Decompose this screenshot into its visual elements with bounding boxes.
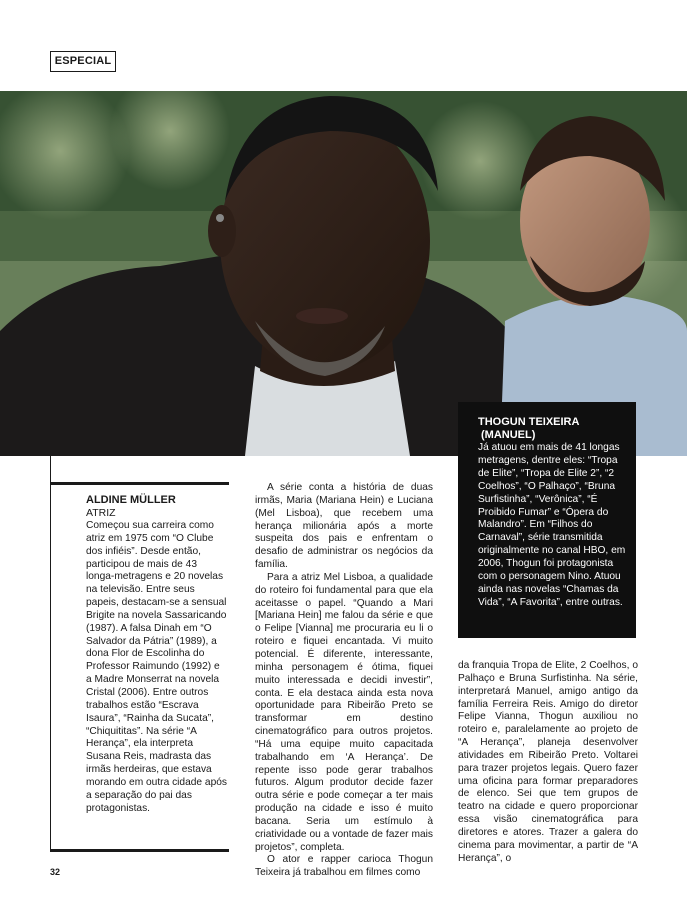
caption-name: THOGUN TEIXEIRA — [478, 416, 580, 428]
section-label: ESPECIAL — [50, 51, 116, 72]
paragraph: da franquia Tropa de Elite, 2 Coelhos, o Palhaço e Bruna Surfistinha. Na série, interpretará Manuel, amigo antigo da família Ferreira Reis. Amigo do diretor Felipe Vianna, Thogun auxiliou no roteiro e, paralelamente ao projeto de “A Herança”, planeja desenvolver atividades em Ribeirão Preto. Voltarei para trazer projetos legais. Quero fazer uma oficina para formar preparadores de elenco. Sei que tem grupos de teatro na cidade e quero proporcionar essa visão cinematográfica para diretores e atores. Trazer a galera do cinema para movimentar, a partir de “A Herança”, o — [458, 660, 638, 864]
actress-sidebar — [86, 494, 228, 815]
article-column-1 — [255, 482, 433, 880]
sidebar-role: ATRIZ — [86, 507, 116, 519]
caption-role: (MANUEL) — [481, 429, 536, 441]
caption-bio: Já atuou em mais de 41 longas metragens, dentre eles: “Tropa de Elite”, “Tropa de Elite 2”, “2 Coelhos”, “O Palhaço”, “Bruna Surfistinha”, “Verônica”, “É Proibido Fumar” e “Ópera do Malandro”. Em “Filhos do Carnaval”, série transmitida originalmente no canal HBO, em 2006, Thogun foi protagonista com o personagem Nino. Atuou ainda nas novelas “Chamas da Vida”, “A Favorita”, entre outras. — [478, 442, 626, 608]
sidebar-rule — [50, 456, 51, 849]
page-number: 32 — [50, 867, 61, 877]
paragraph: O ator e rapper carioca Thogun Teixeira já trabalhou em filmes como — [255, 854, 433, 879]
article-column-2 — [458, 660, 638, 866]
actor-caption-box — [458, 402, 636, 638]
sidebar-bio: Começou sua carreira como atriz em 1975 com “O Clube dos infiéis”. Desde então, participou de mais de 43 longa-metragens e 20 novelas na televisão. Entre seus papeis, destacam-se a sensual Brigite na novela Sassaricando (1987). A falsa Dinah em “O Salvador da Pátria” (1989), a dona Flor de Escolinha do Professor Raimundo (1992) e a Madre Monserrat na novela Cristal (2006). Entre outros trabalhos estão “Escrava Isaura”, “Rainha da Sucata”, “Chiquititas”. Na série “A Herança”, ela interpreta Susana Reis, madrasta das irmãs herdeiras, que estava morando em outra cidade após a separação do pai das protagonistas. — [86, 520, 228, 814]
paragraph: Para a atriz Mel Lisboa, a qualidade do roteiro foi fundamental para que ela aceitasse o papel. “Quando a Mari [Mariana Hein] me falou da série e que o Felipe [Vianna] me procuraria eu li o roteiro e fiquei encantada. Vi muito potencial. É diferente, interessante, minha personagem é ótima, fiquei muito interessada e decidi investir”, conta. E ela destaca ainda esta nova oportunidade para Ribeirão Preto se transformar em destino cinematográfico para outros projetos. “Há uma equipe muito capacitada trabalhando em ‘A Herança’. De repente isso pode gerar trabalhos futuros. Algum produtor decide fazer outra série e pode começar a ter mais produção na cidade e isso é muito bacana. Seria um estímulo à criatividade ou a vontade de fazer mais projetos”, completa. — [255, 571, 433, 853]
paragraph: A série conta a história de duas irmãs, Maria (Mariana Hein) e Luciana (Mel Lisboa), que recebem uma herança milionária após a morte suspeita dos pais e enfrentam o desafio de administrar os negócios da família. — [255, 482, 433, 571]
sidebar-top-bar — [50, 482, 229, 485]
sidebar-name: ALDINE MÜLLER — [86, 494, 176, 506]
sidebar-bottom-bar — [50, 849, 229, 852]
